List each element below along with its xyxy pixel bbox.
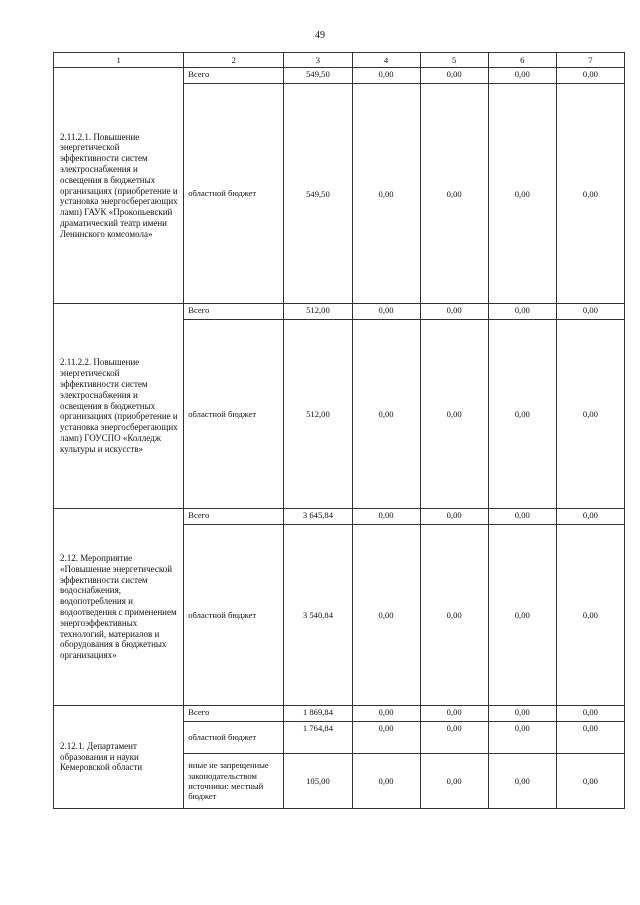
value-cell: 0,00 (352, 68, 420, 84)
value-cell: 0,00 (556, 84, 624, 304)
column-header: 7 (556, 53, 624, 68)
column-header: 5 (420, 53, 488, 68)
funding-source: Всего (184, 304, 284, 320)
value-cell: 0,00 (352, 722, 420, 754)
value-cell: 0,00 (488, 84, 556, 304)
funding-source: Всего (184, 509, 284, 525)
column-header: 4 (352, 53, 420, 68)
value-cell: 549,50 (284, 84, 352, 304)
value-cell: 1 764,84 (284, 722, 352, 754)
funding-source: областной бюджет (184, 320, 284, 509)
value-cell: 0,00 (420, 706, 488, 722)
value-cell: 0,00 (488, 320, 556, 509)
funding-source: областной бюджет (184, 722, 284, 754)
column-header: 6 (488, 53, 556, 68)
value-cell: 0,00 (352, 509, 420, 525)
value-cell: 0,00 (488, 754, 556, 809)
value-cell: 0,00 (556, 304, 624, 320)
value-cell: 0,00 (488, 525, 556, 706)
funding-source: Всего (184, 68, 284, 84)
table-row (54, 68, 625, 84)
value-cell: 549,50 (284, 68, 352, 84)
activity-name: 2.12. Мероприятие «Повышение энергетической эффективности систем водоснабжения, водопотребления и водоотведения с применением энергоэффективных технологий, материалов и оборудования в бюджетных организациях» (54, 509, 184, 706)
value-cell: 512,00 (284, 304, 352, 320)
value-cell: 3 645,84 (284, 509, 352, 525)
value-cell: 0,00 (420, 525, 488, 706)
funding-source: Всего (184, 706, 284, 722)
table-row (54, 304, 625, 320)
column-header: 1 (54, 53, 184, 68)
funding-source: областной бюджет (184, 84, 284, 304)
funding-source: иные не запрещенные законодательством источники: местный бюджет (184, 754, 284, 809)
value-cell: 1 869,84 (284, 706, 352, 722)
value-cell: 0,00 (352, 525, 420, 706)
activity-name: 2.11.2.1. Повышение энергетической эффективности систем электроснабжения и освещения в бюджетных организациях (приобретение и установка энергосберегающих ламп) ГАУК «Прокопьевский драматический театр имени Ленинского комсомола» (54, 68, 184, 304)
value-cell: 0,00 (488, 706, 556, 722)
value-cell: 0,00 (420, 320, 488, 509)
value-cell: 0,00 (352, 754, 420, 809)
table-row (54, 706, 625, 722)
column-header: 3 (284, 53, 352, 68)
value-cell: 0,00 (488, 304, 556, 320)
page-number: 49 (315, 30, 325, 41)
value-cell: 0,00 (420, 68, 488, 84)
value-cell: 0,00 (488, 68, 556, 84)
value-cell: 0,00 (556, 68, 624, 84)
value-cell: 0,00 (352, 84, 420, 304)
value-cell: 0,00 (420, 754, 488, 809)
activity-name: 2.12.1. Департамент образования и науки Кемеровской области (54, 706, 184, 809)
value-cell: 0,00 (556, 706, 624, 722)
value-cell: 0,00 (352, 304, 420, 320)
value-cell: 0,00 (420, 509, 488, 525)
value-cell: 105,00 (284, 754, 352, 809)
value-cell: 0,00 (556, 754, 624, 809)
activity-name: 2.11.2.2. Повышение энергетической эффективности систем электроснабжения и освещения в бюджетных организациях (приобретение и установка энергосберегающих ламп) ГОУСПО «Колледж культуры и искусств» (54, 304, 184, 509)
budget-table (53, 52, 625, 809)
value-cell: 3 540,84 (284, 525, 352, 706)
table-row (54, 509, 625, 525)
table-header-row (54, 53, 625, 68)
funding-source: областной бюджет (184, 525, 284, 706)
value-cell: 0,00 (420, 304, 488, 320)
value-cell: 0,00 (420, 722, 488, 754)
value-cell: 0,00 (556, 722, 624, 754)
value-cell: 0,00 (352, 320, 420, 509)
value-cell: 0,00 (420, 84, 488, 304)
column-header: 2 (184, 53, 284, 68)
value-cell: 0,00 (488, 722, 556, 754)
value-cell: 0,00 (488, 509, 556, 525)
value-cell: 0,00 (556, 320, 624, 509)
value-cell: 512,00 (284, 320, 352, 509)
value-cell: 0,00 (556, 525, 624, 706)
value-cell: 0,00 (556, 509, 624, 525)
value-cell: 0,00 (352, 706, 420, 722)
